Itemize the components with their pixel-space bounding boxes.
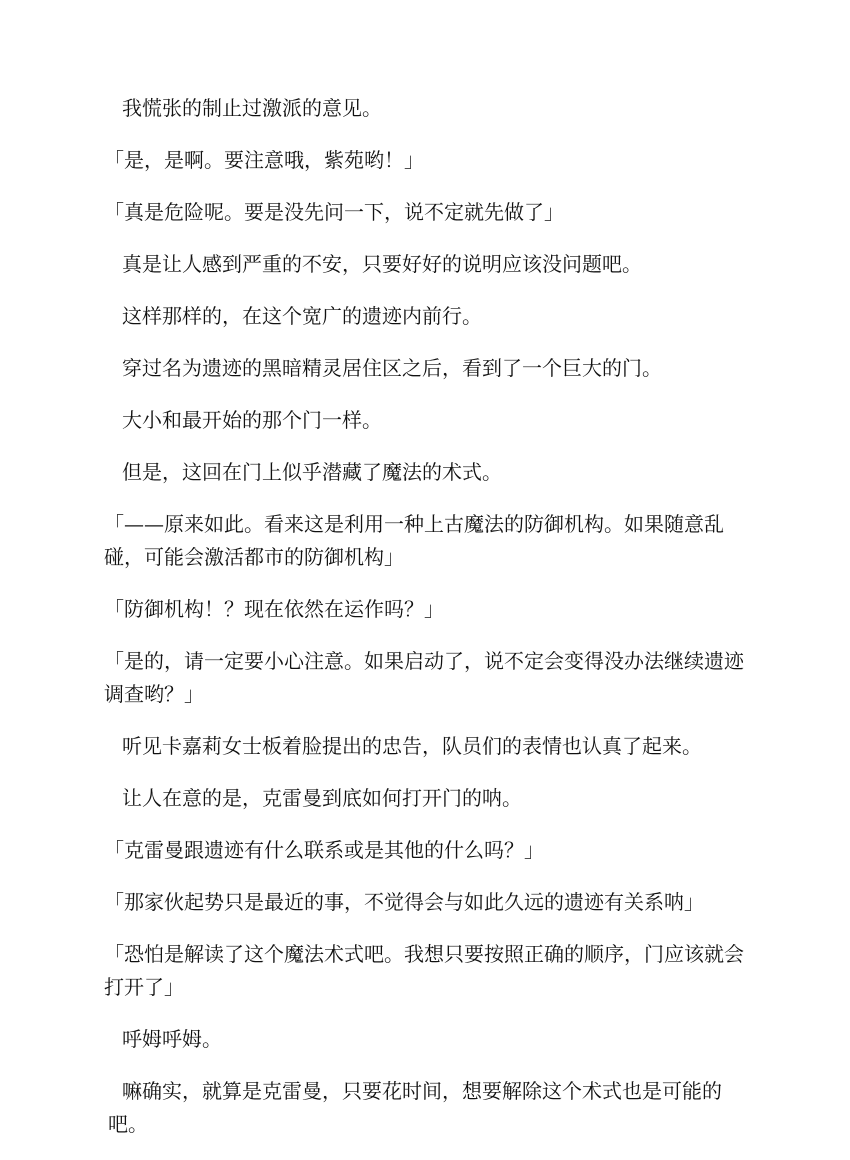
document-page (104, 92, 748, 1160)
paragraph: 真是让人感到严重的不安，只要好好的说明应该没问题吧。 (122, 252, 642, 276)
paragraph: 这样那样的，在这个宽广的遗迹内前行。 (122, 304, 482, 328)
dialog-line: 「是，是啊。要注意哦，紫苑哟！」 (104, 148, 424, 172)
paragraph: 但是，这回在门上似乎潜藏了魔法的术式。 (122, 460, 502, 484)
dialog-line: 「克雷曼跟遗迹有什么联系或是其他的什么吗？」 (104, 838, 544, 862)
dialog-line: 「恐怕是解读了这个魔法术式吧。我想只要按照正确的顺序，门应该就会打开了」 (104, 942, 744, 999)
paragraph: 我慌张的制止过激派的意见。 (122, 96, 382, 120)
dialog-line: 「——原来如此。看来这是利用一种上古魔法的防御机构。如果随意乱碰，可能会激活都市的防御机构」 (104, 512, 724, 569)
dialog-line: 「真是危险呢。要是没先问一下，说不定就先做了」 (104, 200, 564, 224)
paragraph: 让人在意的是，克雷曼到底如何打开门的呐。 (122, 786, 522, 810)
paragraph: 大小和最开始的那个门一样。 (122, 408, 382, 432)
dialog-line: 「是的，请一定要小心注意。如果启动了，说不定会变得没办法继续遗迹调查哟？」 (104, 649, 744, 706)
dialog-line: 「那家伙起势只是最近的事，不觉得会与如此久远的遗迹有关系呐」 (104, 890, 704, 914)
dialog-line: 「防御机构！？现在依然在运作吗？」 (104, 597, 444, 621)
paragraph: 听见卡嘉莉女士板着脸提出的忠告，队员们的表情也认真了起来。 (122, 734, 702, 758)
paragraph: 嘛确实，就算是克雷曼，只要花时间，想要解除这个术式也是可能的吧。 (108, 1079, 722, 1136)
paragraph: 穿过名为遗迹的黑暗精灵居住区之后，看到了一个巨大的门。 (122, 356, 662, 380)
paragraph: 呼姆呼姆。 (122, 1027, 222, 1051)
